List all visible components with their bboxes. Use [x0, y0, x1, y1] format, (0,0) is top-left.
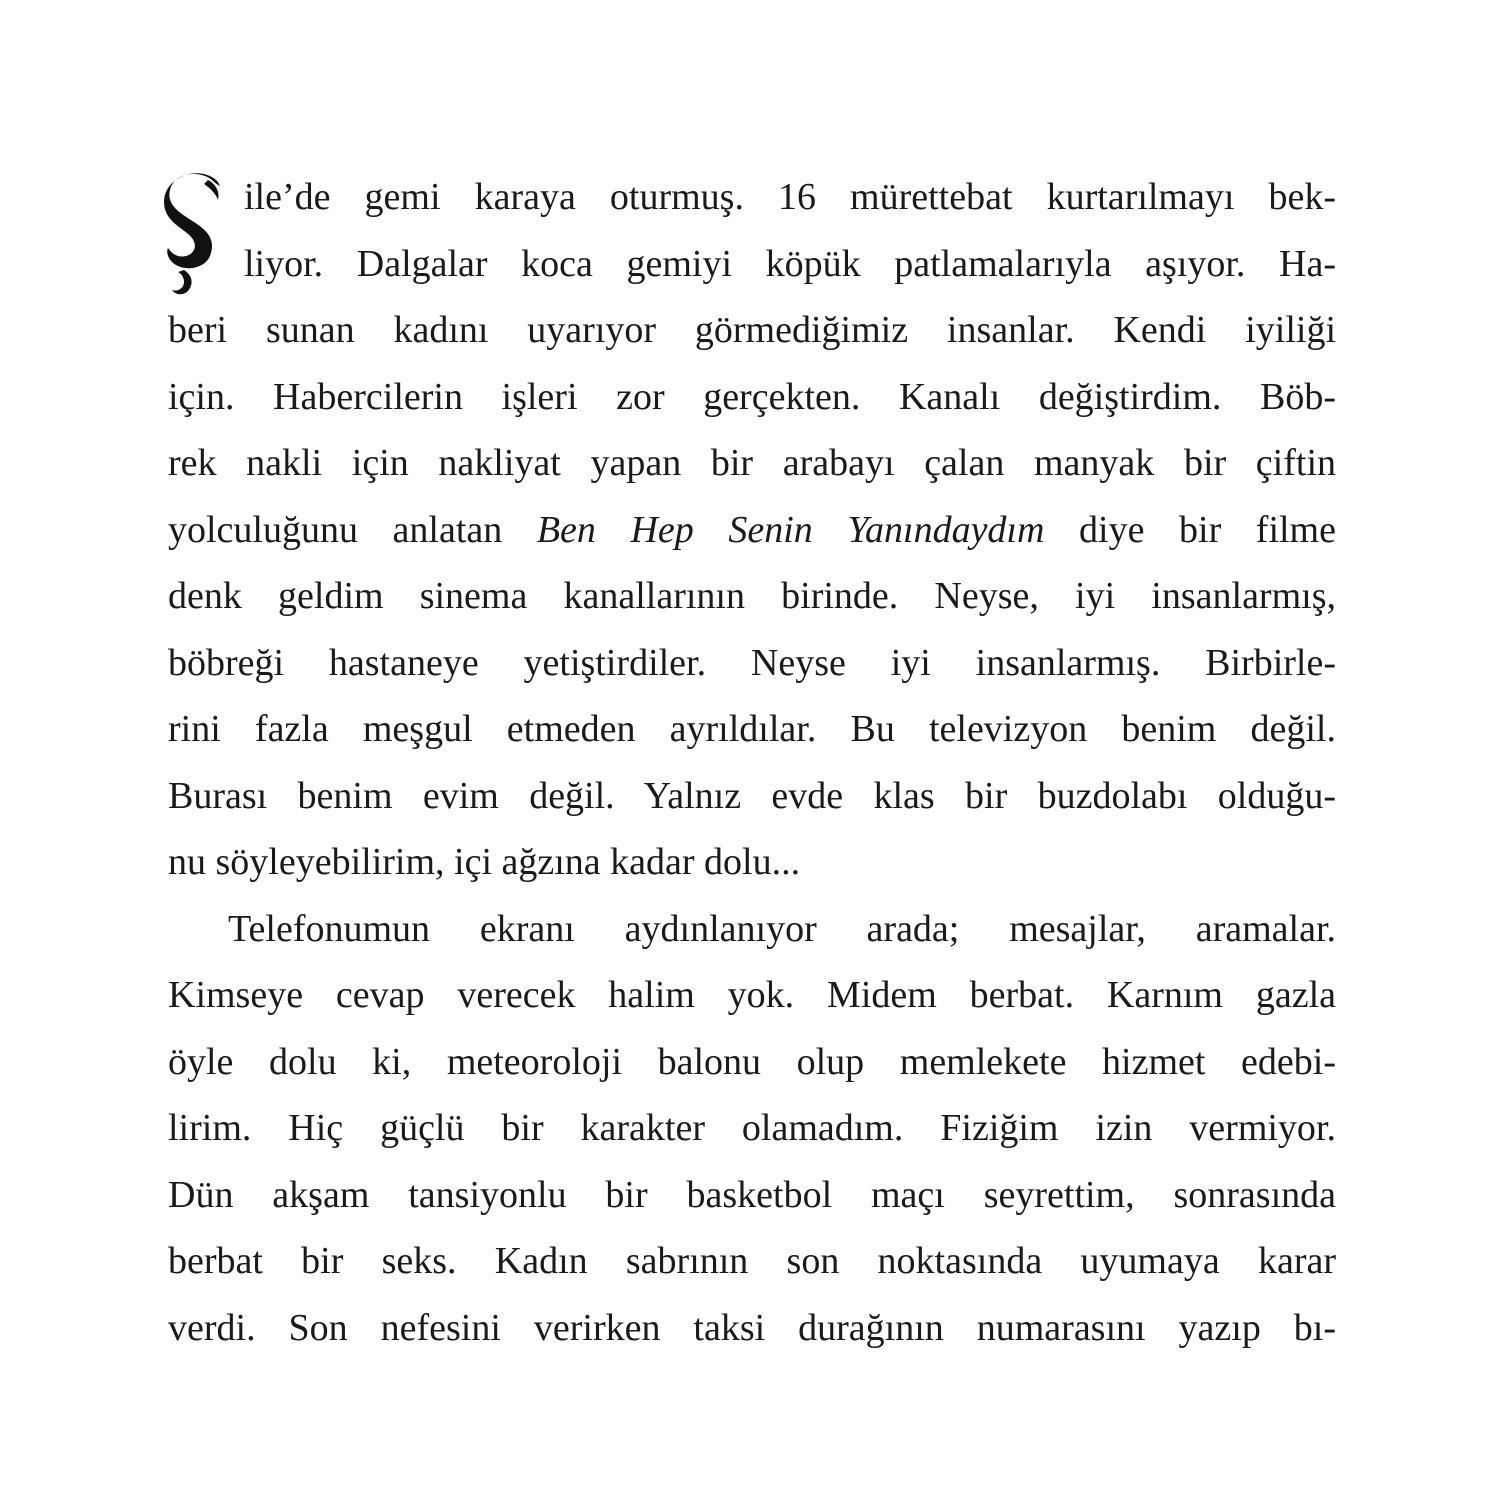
paragraph-1-line-5: rek nakli için nakliyat yapan bir arabayı çalan manyak bir çiftin	[168, 442, 1336, 484]
line-6-before: yolculuğunu anlatan	[168, 508, 503, 551]
paragraph-2-line-2: Kimseye cevap verecek halim yok. Midem berbat. Karnım gazla	[168, 974, 1336, 1016]
paragraph-1-line-4: için. Habercilerin işleri zor gerçekten. Kanalı değiştirdim. Böb-	[168, 375, 1336, 418]
paragraph-1-line-8: böbreği hastaneye yetiştirdiler. Neyse iyi insanlarmış. Birbirle-	[168, 641, 1336, 684]
paragraph-1-line-1: ile’de gemi karaya oturmuş. 16 mürettebat kurtarılmayı bek-	[244, 176, 1336, 218]
body-text	[168, 164, 1336, 1361]
paragraph-2-line-7: verdi. Son nefesini verirken taksi durağının numarasını yazıp bı-	[168, 1306, 1336, 1349]
paragraph-1-line-7: denk geldim sinema kanallarının birinde. Neyse, iyi insanlarmış,	[168, 575, 1336, 617]
paragraph-1-line-10: Burası benim evim değil. Yalnız evde klas bir buzdolabı olduğu-	[168, 774, 1336, 817]
film-title: Ben Hep Senin Yanındaydım	[536, 508, 1045, 551]
paragraph-2-line-6: berbat bir seks. Kadın sabrının son noktasında uyumaya karar	[168, 1240, 1336, 1282]
paragraph-1-line-9: rini fazla meşgul etmeden ayrıldılar. Bu televizyon benim değil.	[168, 708, 1336, 750]
line-6-after: diye bir filme	[1079, 508, 1336, 551]
drop-cap-s-cedilla	[160, 170, 232, 300]
paragraph-1-line-11: nu söyleyebilirim, içi ağzına kadar dolu...	[168, 841, 801, 883]
paragraph-2-line-4: lirim. Hiç güçlü bir karakter olamadım. Fiziğim izin vermiyor.	[168, 1107, 1336, 1149]
paragraph-2-line-3: öyle dolu ki, meteoroloji balonu olup memlekete hizmet edebi-	[168, 1040, 1336, 1083]
paragraph-2-line-5: Dün akşam tansiyonlu bir basketbol maçı seyrettim, sonrasında	[168, 1173, 1336, 1216]
paragraph-1-line-2: liyor. Dalgalar koca gemiyi köpük patlamalarıyla aşıyor. Ha-	[244, 242, 1336, 285]
paragraph-1-line-3: beri sunan kadını uyarıyor görmediğimiz insanlar. Kendi iyiliği	[168, 309, 1336, 351]
paragraph-2-line-1: Telefonumun ekranı aydınlanıyor arada; mesajlar, aramalar.	[228, 907, 1336, 950]
paragraph-1-line-6	[168, 497, 1336, 564]
